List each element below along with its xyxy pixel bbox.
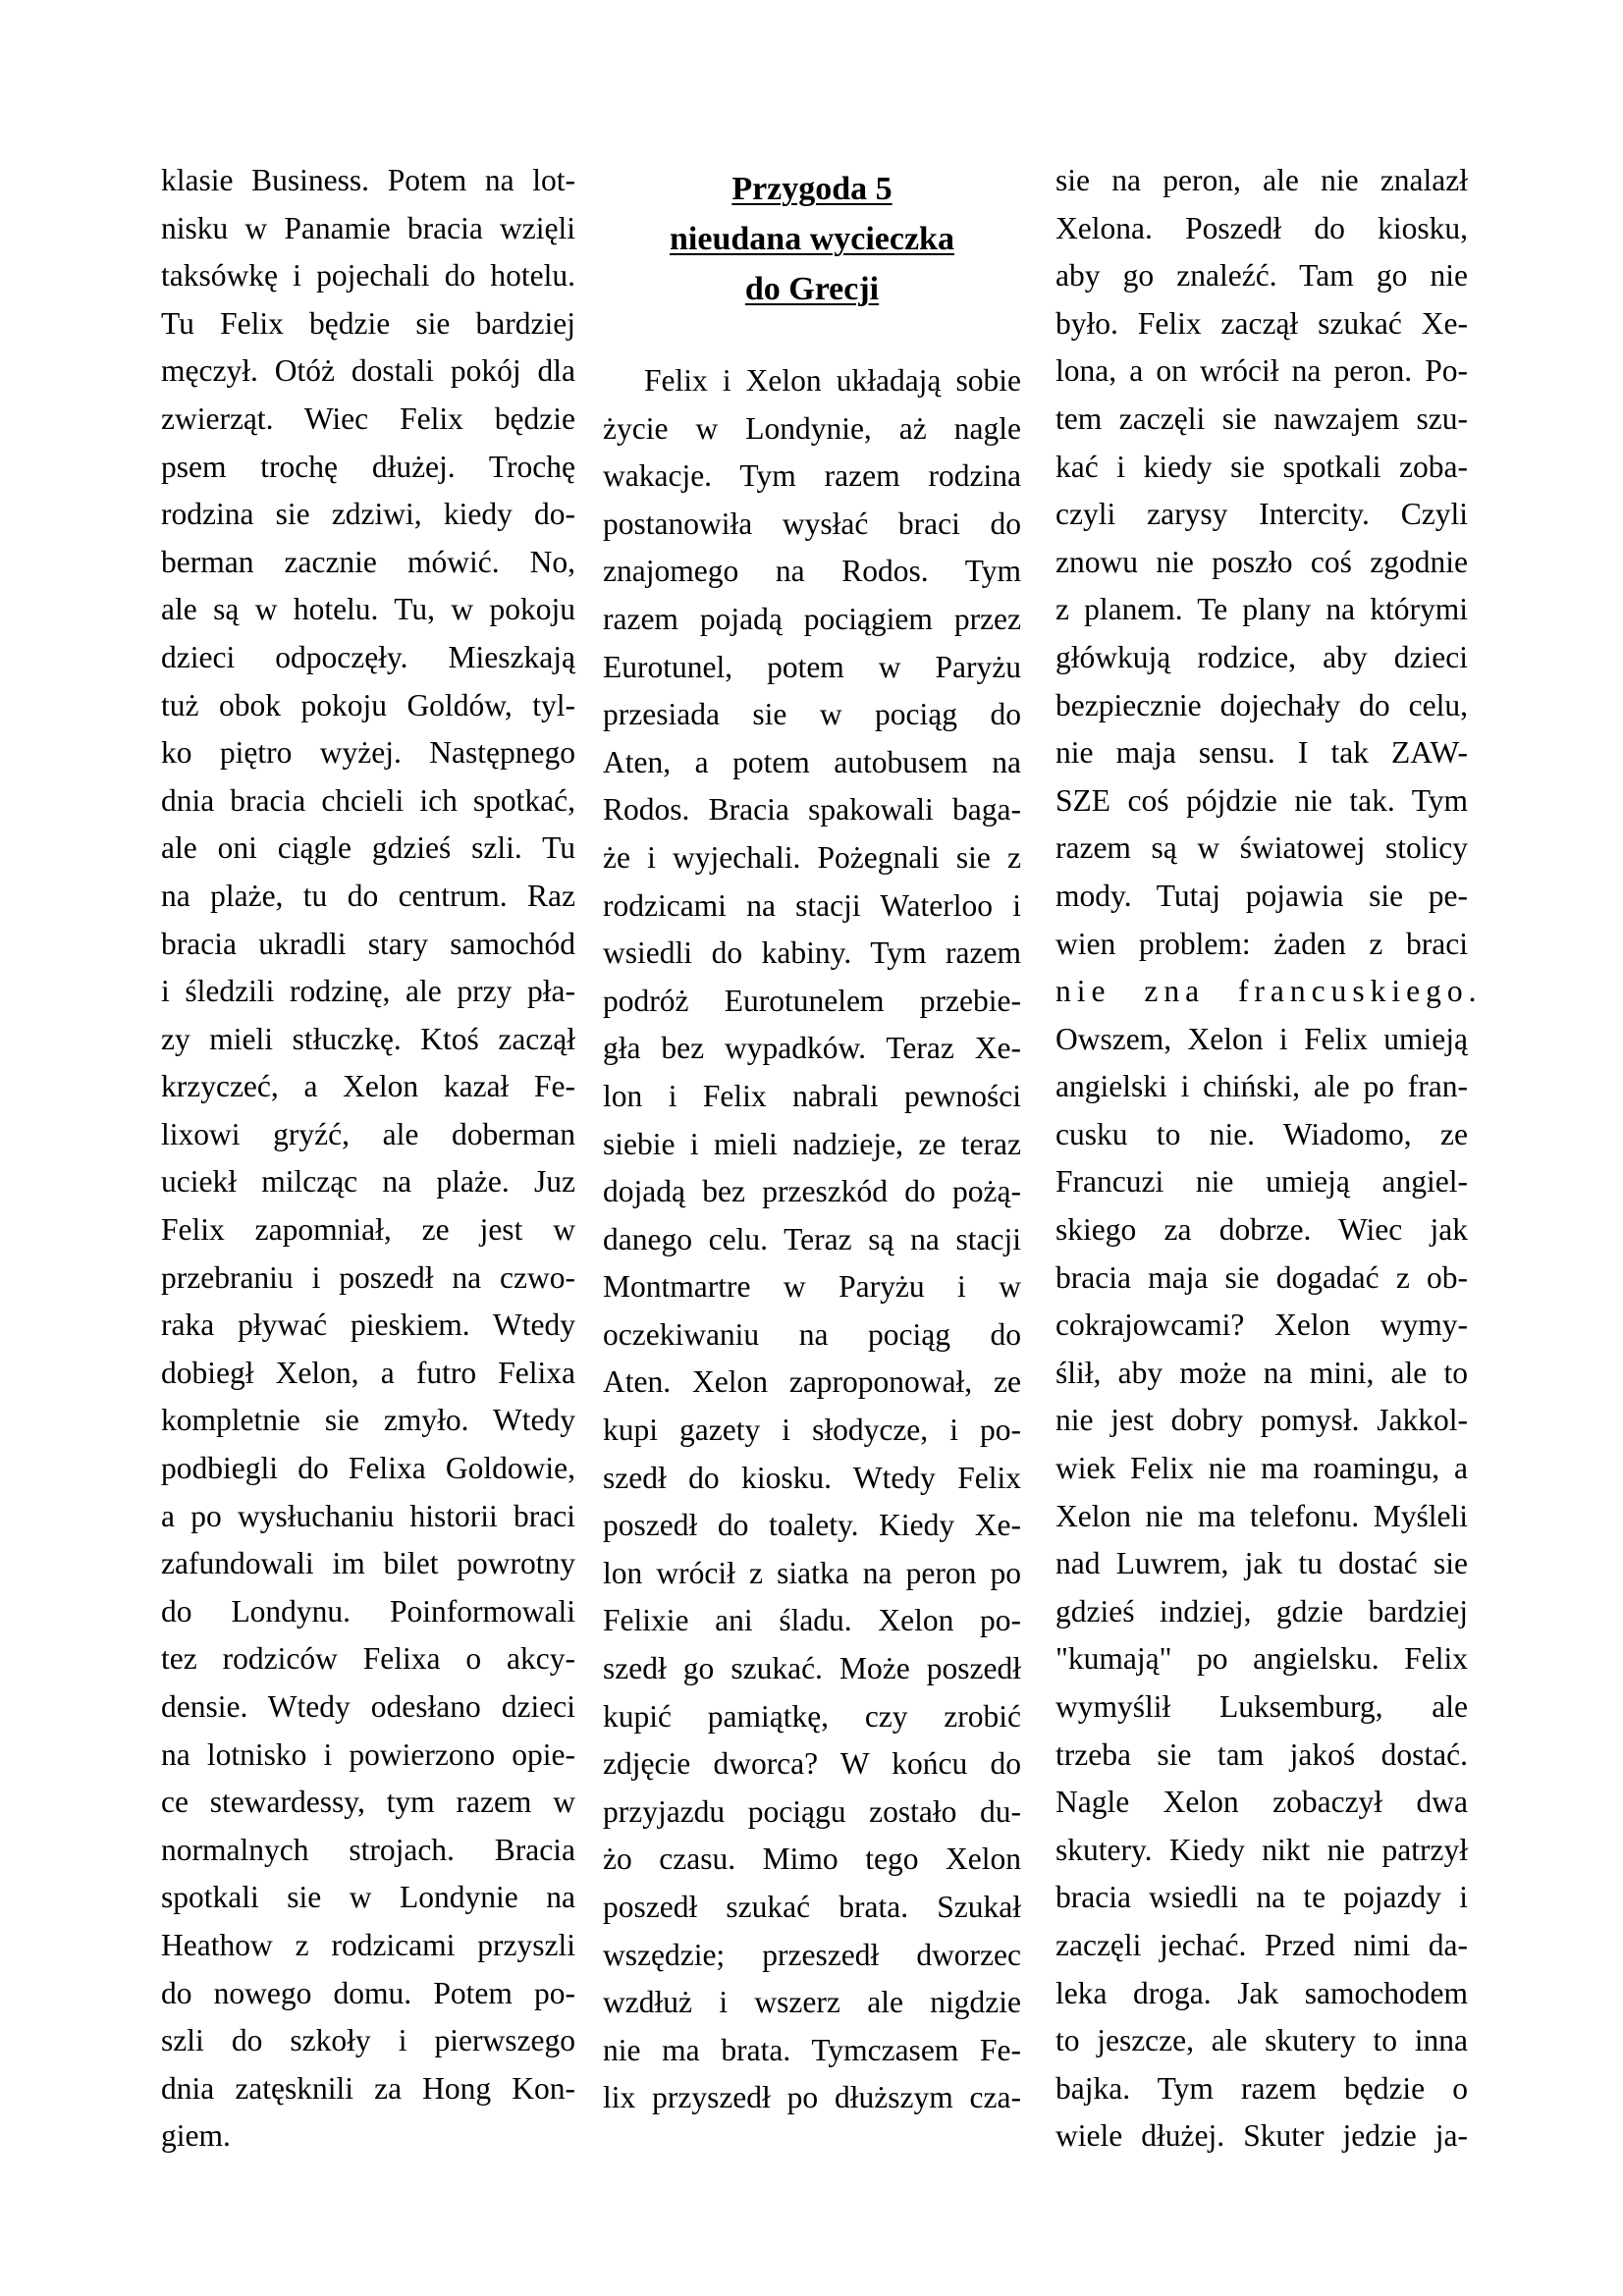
text-line: gła bez wypadków. Teraz Xe-	[603, 1031, 1021, 1066]
text-line: aby go znaleźć. Tam go nie	[1055, 258, 1468, 294]
text-line: szli do szkoły i pierwszego	[161, 2023, 575, 2058]
text-line: bajka. Tym razem będzie o	[1055, 2070, 1468, 2106]
text-line: poszedł szukać brata. Szukał	[603, 1890, 1021, 1924]
text-line: poszedł do toalety. Kiedy Xe-	[603, 1508, 1021, 1543]
text-line: wien problem: żaden z braci	[1055, 926, 1468, 961]
text-line: spotkali sie w Londynie na	[161, 1880, 575, 1915]
text-line: Francuzi nie umieją angiel-	[1055, 1164, 1468, 1200]
text-line: kompletnie sie zmyło. Wtedy	[161, 1403, 575, 1438]
text-line: razem są w światowej stolicy	[1055, 830, 1468, 866]
text-line: kupi gazety i słodycze, i po-	[603, 1413, 1021, 1448]
text-line: mody. Tutaj pojawia sie pe-	[1055, 878, 1468, 913]
text-line: "kumają" po angielsku. Felix	[1055, 1641, 1468, 1677]
text-line: wiele dłużej. Skuter jedzie ja-	[1055, 2118, 1468, 2154]
text-line: do nowego domu. Potem po-	[161, 1975, 575, 2010]
text-line: angielski i chiński, ale po fran-	[1055, 1069, 1468, 1104]
text-line: razem pojadą pociągiem przez	[603, 601, 1021, 636]
text-line: żo czasu. Mimo tego Xelon	[603, 1842, 1021, 1877]
text-line: lix przyszedł po dłuższym cza-	[603, 2080, 1021, 2115]
text-line: przesiada sie w pociąg do	[603, 697, 1021, 732]
text-line: ko piętro wyżej. Następnego	[161, 735, 575, 771]
text-line: nie jest dobry pomysł. Jakkol-	[1055, 1403, 1468, 1438]
text-line: krzyczeć, a Xelon kazał Fe-	[161, 1069, 575, 1104]
text-line: Xelon nie ma telefonu. Myśleli	[1055, 1498, 1468, 1533]
text-line: cokrajowcami? Xelon wymy-	[1055, 1308, 1468, 1343]
text-line: dnia bracia chcieli ich spotkać,	[161, 782, 575, 818]
text-line: przebraniu i poszedł na czwo-	[161, 1259, 575, 1295]
text-line: znajomego na Rodos. Tym	[603, 554, 1021, 589]
text-line: lon wrócił z siatka na peron po	[603, 1555, 1021, 1590]
text-line: taksówkę i pojechali do hotelu.	[161, 258, 575, 294]
text-line: densie. Wtedy odesłano dzieci	[161, 1689, 575, 1724]
text-line: ślił, aby może na mini, ale to	[1055, 1355, 1468, 1390]
text-line: tem zaczęli sie nawzajem szu-	[1055, 400, 1468, 436]
text-line: siebie i mieli nadzieje, ze teraz	[603, 1126, 1021, 1161]
text-line: było. Felix zaczął szukać Xe-	[1055, 305, 1468, 341]
text-column-3	[1055, 157, 1483, 2161]
text-line: Rodos. Bracia spakowali baga-	[603, 792, 1021, 828]
text-line: lona, a on wrócił na peron. Po-	[1055, 353, 1468, 389]
chapter-title	[603, 164, 1021, 314]
text-line: SZE coś pójdzie nie tak. Tym	[1055, 782, 1468, 818]
text-line: psem trochę dłużej. Trochę	[161, 449, 575, 484]
text-line: ale oni ciągle gdzieś szli. Tu	[161, 830, 575, 866]
text-line: podróż Eurotunelem przebie-	[603, 983, 1021, 1018]
text-line: rodzicami na stacji Waterloo i	[603, 887, 1021, 923]
text-line: przyjazdu pociągu zostało du-	[603, 1793, 1021, 1829]
text-line: skiego za dobrze. Wiec jak	[1055, 1212, 1468, 1248]
text-line: Felixie ani śladu. Xelon po-	[603, 1603, 1021, 1638]
text-line: Aten, a potem autobusem na	[603, 744, 1021, 779]
text-line: nie zna francuskiego.	[1055, 974, 1483, 1009]
text-line: podbiegli do Felixa Goldowie,	[161, 1451, 575, 1486]
text-line: Felix i Xelon układają sobie	[644, 363, 1021, 398]
text-line: męczył. Otóż dostali pokój dla	[161, 353, 575, 389]
text-line: danego celu. Teraz są na stacji	[603, 1221, 1021, 1256]
text-line: rodzina sie zdziwi, kiedy do-	[161, 497, 575, 532]
chapter-body	[603, 357, 1021, 2122]
text-line: lon i Felix nabrali pewności	[603, 1078, 1021, 1113]
text-line: zwierząt. Wiec Felix będzie	[161, 400, 575, 436]
text-line: sie na peron, ale nie znalazł	[1055, 163, 1468, 197]
text-line: dojadą bez przeszkód do pożą-	[603, 1174, 1021, 1209]
text-line: bracia wsiedli na te pojazdy i	[1055, 1880, 1468, 1915]
text-line: Nagle Xelon zobaczył dwa	[1055, 1785, 1468, 1820]
text-line: Montmartre w Paryżu i w	[603, 1269, 1021, 1305]
text-line: berman zacznie mówić. No,	[161, 544, 575, 579]
chapter-title-line: Przygoda 5	[731, 171, 893, 207]
text-line: wymyślił Luksemburg, ale	[1055, 1689, 1468, 1724]
text-line: dnia zatęsknili za Hong Kon-	[161, 2070, 575, 2106]
text-line: znowu nie poszło coś zgodnie	[1055, 544, 1468, 579]
text-line: bracia maja sie dogadać z ob-	[1055, 1259, 1468, 1295]
text-line: Xelona. Poszedł do kiosku,	[1055, 210, 1468, 245]
text-line: dzieci odpoczęły. Mieszkają	[161, 639, 575, 674]
text-line: normalnych strojach. Bracia	[161, 1832, 575, 1867]
text-line: ce stewardessy, tym razem w	[161, 1785, 575, 1820]
text-line: szedł do kiosku. Wtedy Felix	[603, 1460, 1021, 1495]
text-line: gdzieś indziej, gdzie bardziej	[1055, 1593, 1468, 1629]
text-column-2	[603, 157, 1021, 2122]
text-line: giem.	[161, 2118, 231, 2154]
text-line: Felix zapomniał, ze jest w	[161, 1212, 575, 1248]
text-line: i śledzili rodzinę, ale przy pła-	[161, 974, 575, 1009]
text-line: zdjęcie dworca? W końcu do	[603, 1746, 1021, 1782]
text-line: trzeba sie tam jakoś dostać.	[1055, 1736, 1468, 1772]
text-line: wiek Felix nie ma roamingu, a	[1055, 1451, 1468, 1486]
text-line: główkują rodzice, aby dzieci	[1055, 639, 1468, 674]
text-line: oczekiwaniu na pociąg do	[603, 1316, 1021, 1352]
text-line: z planem. Te plany na którymi	[1055, 592, 1468, 627]
text-line: Eurotunel, potem w Paryżu	[603, 649, 1021, 684]
text-line: wakacje. Tym razem rodzina	[603, 458, 1021, 494]
text-line: czyli zarysy Intercity. Czyli	[1055, 497, 1468, 532]
text-line: klasie Business. Potem na lot-	[161, 163, 575, 197]
chapter-title-line: nieudana wycieczka	[670, 221, 954, 257]
text-line: to jeszcze, ale skutery to inna	[1055, 2023, 1468, 2058]
text-line: wszędzie; przeszedł dworzec	[603, 1937, 1021, 1972]
text-line: lixowi gryźć, ale doberman	[161, 1116, 575, 1151]
text-line: kupić pamiątkę, czy zrobić	[603, 1698, 1021, 1734]
text-line: Heathow z rodzicami przyszli	[161, 1927, 575, 1962]
text-line: do Londynu. Poinformowali	[161, 1593, 575, 1629]
text-line: postanowiła wysłać braci do	[603, 506, 1021, 541]
text-line: nie maja sensu. I tak ZAW-	[1055, 735, 1468, 771]
text-line: na plaże, tu do centrum. Raz	[161, 878, 575, 913]
text-line: bezpiecznie dojechały do celu,	[1055, 687, 1468, 722]
text-line: skutery. Kiedy nikt nie patrzył	[1055, 1832, 1468, 1867]
text-line: a po wysłuchaniu historii braci	[161, 1498, 575, 1533]
text-line: leka droga. Jak samochodem	[1055, 1975, 1468, 2010]
text-line: bracia ukradli stary samochód	[161, 926, 575, 961]
text-line: nisku w Panamie bracia wzięli	[161, 210, 575, 245]
text-line: tez rodziców Felixa o akcy-	[161, 1641, 575, 1677]
text-line: raka pływać pieskiem. Wtedy	[161, 1308, 575, 1343]
text-line: na lotnisko i powierzono opie-	[161, 1736, 575, 1772]
text-line: życie w Londynie, aż nagle	[603, 410, 1021, 446]
text-column-1	[161, 157, 575, 2161]
text-line: wsiedli do kabiny. Tym razem	[603, 935, 1021, 971]
text-line: Aten. Xelon zaproponował, ze	[603, 1364, 1021, 1400]
text-line: że i wyjechali. Pożegnali sie z	[603, 839, 1021, 875]
text-line: Tu Felix będzie sie bardziej	[161, 305, 575, 341]
text-line: dobiegł Xelon, a futro Felixa	[161, 1355, 575, 1390]
text-line: Owszem, Xelon i Felix umieją	[1055, 1021, 1468, 1056]
text-line: tuż obok pokoju Goldów, tyl-	[161, 687, 575, 722]
text-line: zafundowali im bilet powrotny	[161, 1546, 575, 1581]
text-line: kać i kiedy sie spotkali zoba-	[1055, 449, 1468, 484]
text-line: szedł go szukać. Może poszedł	[603, 1651, 1021, 1686]
text-line: ale są w hotelu. Tu, w pokoju	[161, 592, 575, 627]
text-line: zy mieli stłuczkę. Ktoś zaczął	[161, 1021, 575, 1056]
chapter-title-line: do Grecji	[744, 271, 880, 307]
text-line: cusku to nie. Wiadomo, ze	[1055, 1116, 1468, 1151]
text-line: uciekł milcząc na plaże. Juz	[161, 1164, 575, 1200]
text-line: wzdłuż i wszerz ale nigdzie	[603, 1985, 1021, 2020]
text-line: zaczęli jechać. Przed nimi da-	[1055, 1927, 1468, 1962]
text-line: nie ma brata. Tymczasem Fe-	[603, 2032, 1021, 2067]
text-line: nad Luwrem, jak tu dostać sie	[1055, 1546, 1468, 1581]
